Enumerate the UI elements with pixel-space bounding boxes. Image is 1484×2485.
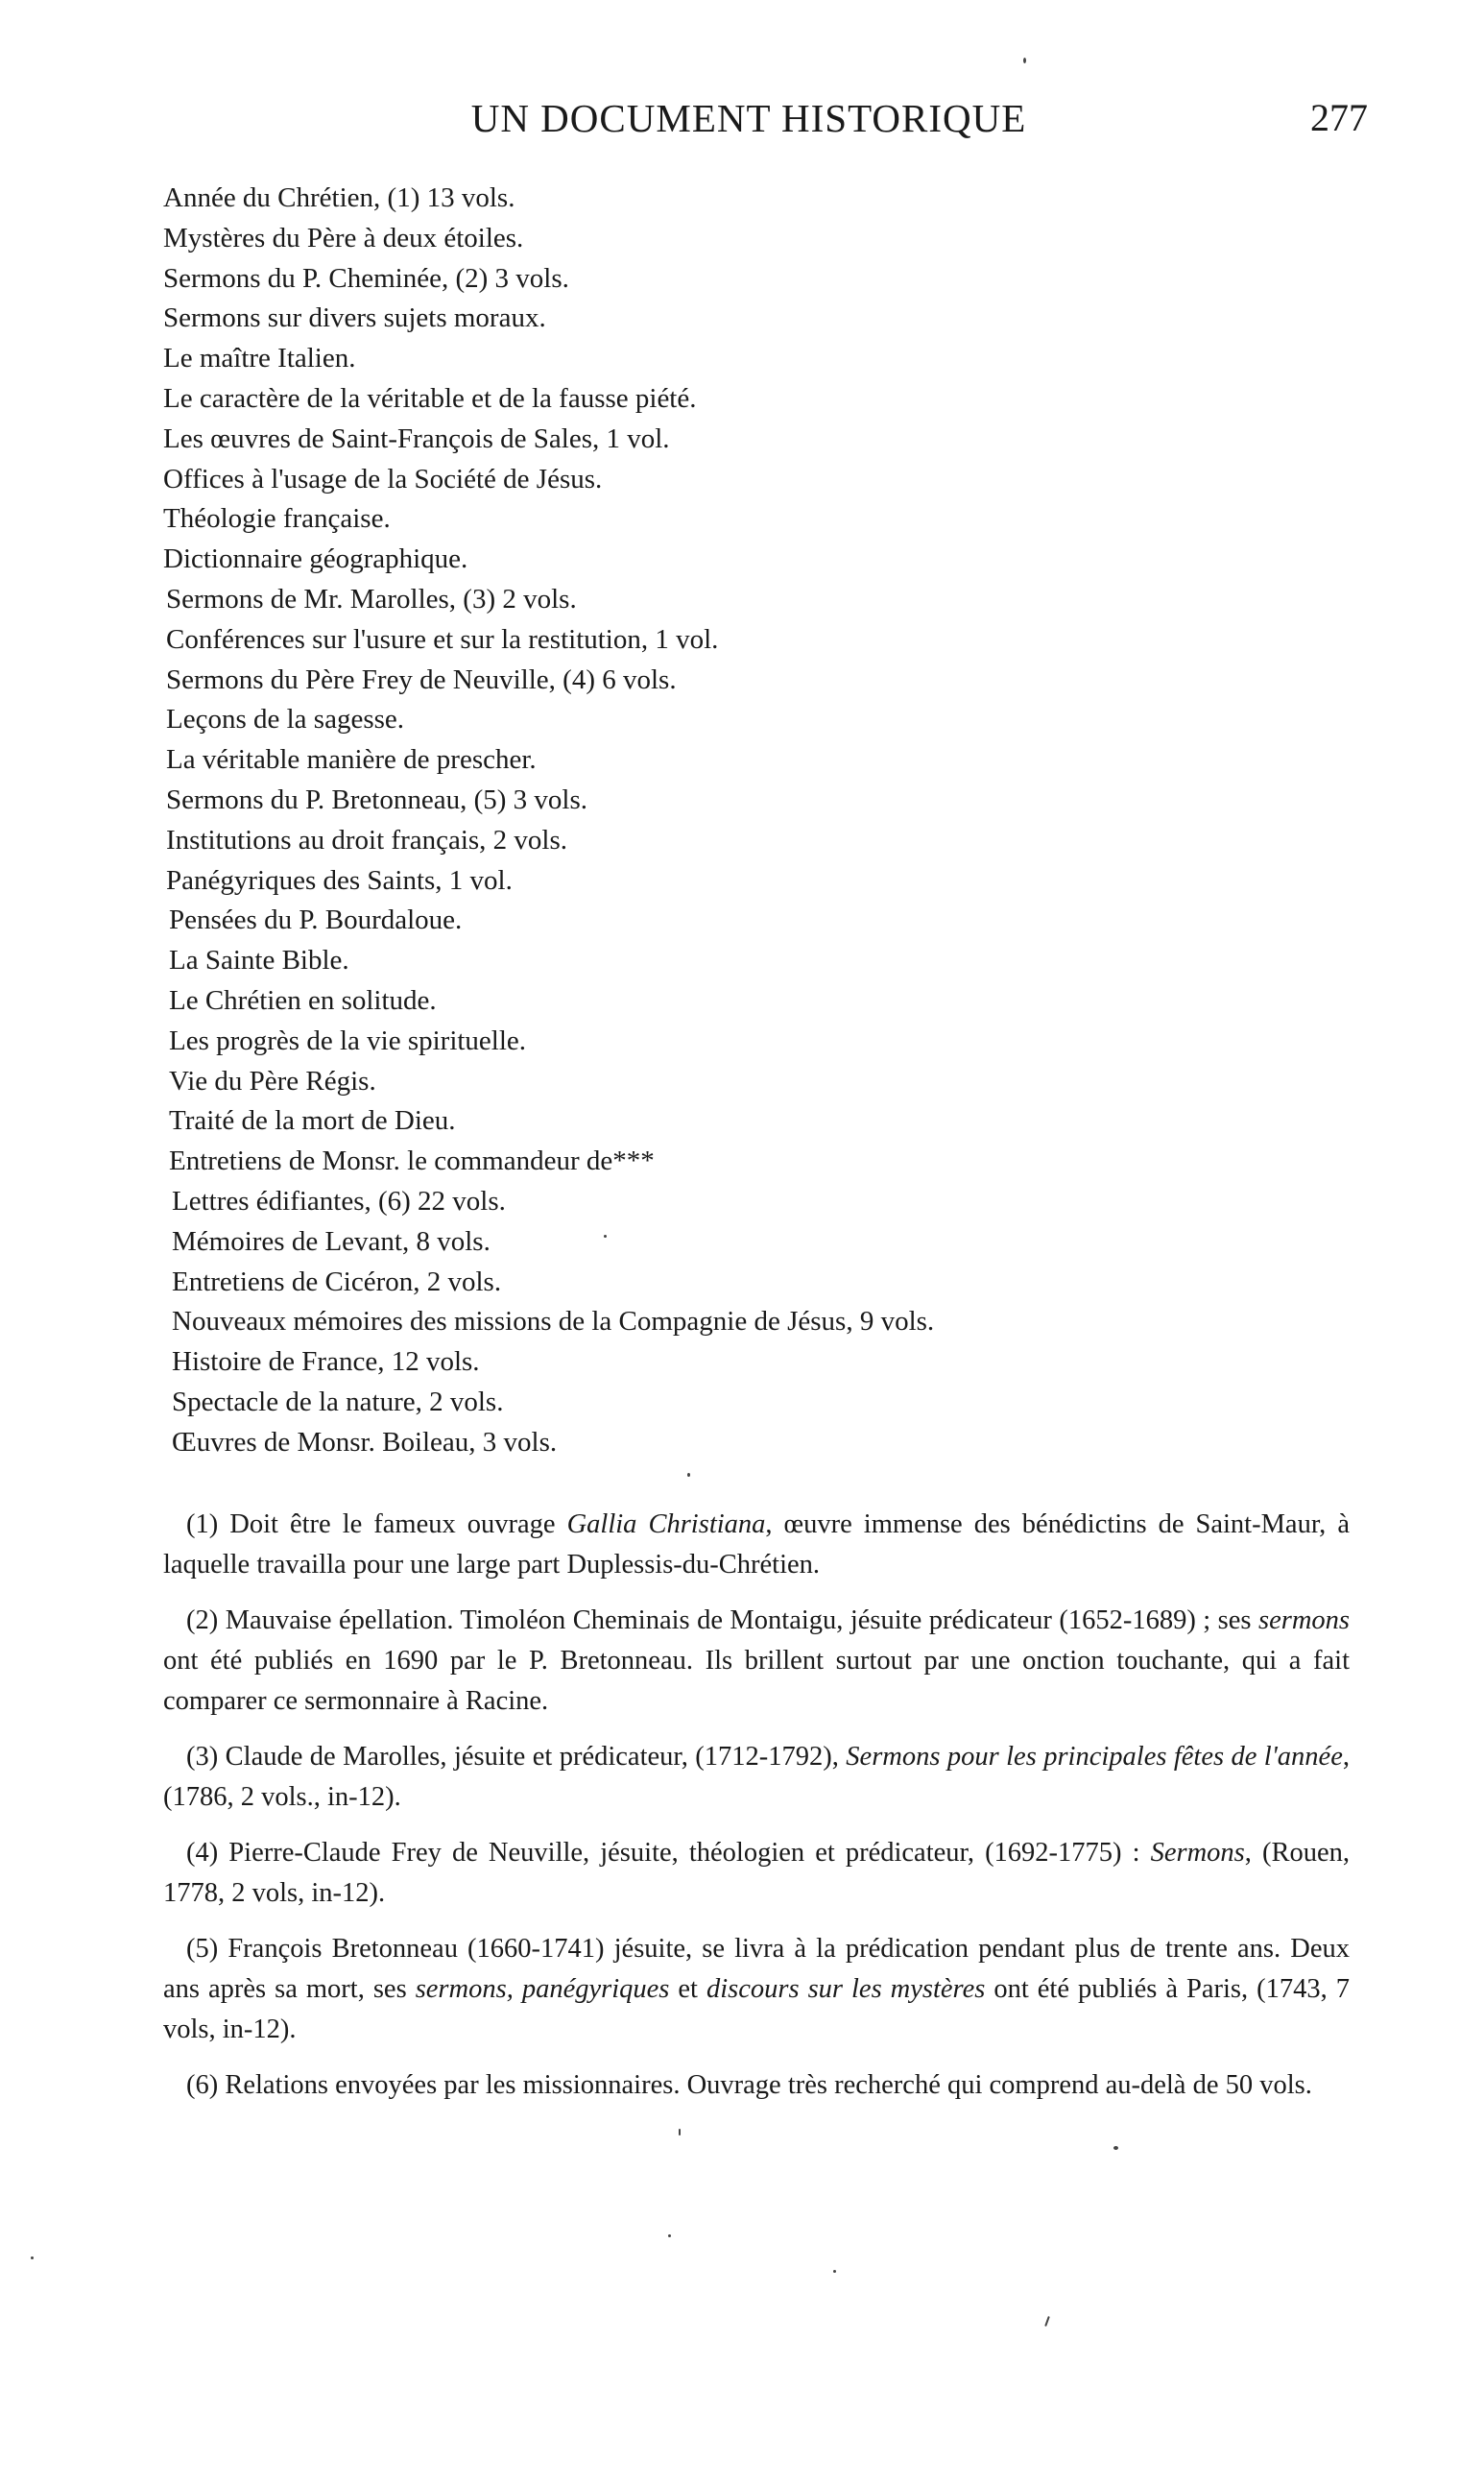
book-entry: Le maître Italien. — [163, 343, 356, 374]
book-entry: Vie du Père Régis. — [169, 1065, 376, 1097]
footnote-text: , (1786, 2 vols., in-12). — [163, 1742, 1350, 1812]
book-entry: Nouveaux mémoires des missions de la Compagnie de Jésus, 9 vols. — [172, 1306, 935, 1338]
scan-speck — [687, 1473, 690, 1477]
footnote-text: (1) Doit être le fameux ouvrage — [186, 1509, 567, 1539]
book-entry: Les progrès de la vie spirituelle. — [169, 1025, 527, 1056]
footnote-italic: sermons, panégyriques — [415, 1974, 670, 2004]
footnote-text: , œuvre immense des bénédictins de Saint-Maur, à laquelle travailla pour une large part Duplessis-du-Chrétien. — [163, 1509, 1350, 1580]
footnote-1 — [163, 1505, 1350, 1585]
book-entry: Sermons du P. Bretonneau, (5) 3 vols. — [166, 784, 587, 815]
book-entry: Dictionnaire géographique. — [163, 543, 468, 575]
footnote-text: ont été publiés à Paris, (1743, 7 vols, in-12). — [163, 1974, 1350, 2044]
scan-speck — [679, 2129, 681, 2135]
book-entry: Spectacle de la nature, 2 vols. — [172, 1386, 504, 1417]
book-list — [163, 179, 1315, 1463]
book-entry: Les œuvres de Saint-François de Sales, 1 vol. — [163, 422, 670, 454]
page-number: 277 — [1310, 96, 1368, 139]
book-entry: Histoire de France, 12 vols. — [172, 1346, 480, 1378]
scan-speck — [31, 2256, 34, 2259]
book-entry: Sermons du P. Cheminée, (2) 3 vols. — [163, 262, 569, 294]
footnote-text: ont été publiés en 1690 par le P. Bretonneau. Ils brillent surtout par une onction touchante, qui a fait comparer ce sermonnaire à Racine. — [163, 1646, 1350, 1716]
book-entry: La Sainte Bible. — [169, 945, 349, 977]
book-entry: Le Chrétien en solitude. — [169, 984, 437, 1016]
footnote-text: (3) Claude de Marolles, jésuite et prédicateur, (1712-1792), — [186, 1742, 847, 1772]
footnote-3 — [163, 1737, 1350, 1818]
footnote-5 — [163, 1929, 1350, 2050]
book-entry: Entretiens de Monsr. le commandeur de*** — [169, 1146, 655, 1177]
footnote-italic: Sermons — [1150, 1838, 1245, 1868]
footnotes — [163, 1505, 1350, 2121]
footnote-text: et — [669, 1974, 706, 2004]
book-entry: Institutions au droit français, 2 vols. — [166, 824, 568, 856]
book-entry: Offices à l'usage de la Société de Jésus. — [163, 463, 603, 495]
scan-speck — [1023, 58, 1026, 63]
footnote-text: (5) François Bretonneau (1660-1741) jésuite, se livra à la prédication pendant plus de trente ans. Deux ans après sa mort, ses — [163, 1934, 1350, 2004]
book-entry: Œuvres de Monsr. Boileau, 3 vols. — [172, 1426, 558, 1458]
book-entry: La véritable manière de prescher. — [166, 744, 537, 776]
book-entry: Conférences sur l'usure et sur la restitution, 1 vol. — [166, 623, 719, 655]
footnote-text: , (Rouen, 1778, 2 vols, in-12). — [163, 1838, 1350, 1908]
footnote-text: (4) Pierre-Claude Frey de Neuville, jésuite, théologien et prédicateur, (1692-1775) : — [186, 1838, 1151, 1868]
scan-speck — [1044, 2316, 1050, 2327]
footnote-italic: sermons — [1257, 1605, 1350, 1635]
book-entry: Entretiens de Cicéron, 2 vols. — [172, 1266, 502, 1297]
book-entry: Traité de la mort de Dieu. — [169, 1105, 456, 1137]
running-title: UN DOCUMENT HISTORIQUE — [470, 96, 1027, 140]
book-entry: Mystères du Père à deux étoiles. — [163, 222, 524, 253]
book-entry: Panégyriques des Saints, 1 vol. — [166, 864, 513, 896]
book-entry: Le caractère de la véritable et de la fausse piété. — [163, 382, 697, 414]
footnote-4 — [163, 1833, 1350, 1914]
scan-speck — [833, 2270, 836, 2273]
footnote-6 — [163, 2065, 1350, 2106]
book-entry: Pensées du P. Bourdaloue. — [169, 905, 463, 936]
footnote-text: (2) Mauvaise épellation. Timoléon Cheminais de Montaigu, jésuite prédicateur (1652-1689) ; ses — [186, 1605, 1258, 1635]
book-entry: Mémoires de Levant, 8 vols. — [172, 1225, 491, 1257]
footnote-italic: Gallia Christiana — [566, 1509, 766, 1539]
book-entry: Lettres édifiantes, (6) 22 vols. — [172, 1185, 506, 1217]
scan-speck — [1113, 2146, 1118, 2150]
book-entry: Sermons de Mr. Marolles, (3) 2 vols. — [166, 583, 577, 615]
book-entry: Année du Chrétien, (1) 13 vols. — [163, 182, 515, 213]
book-entry: Sermons du Père Frey de Neuville, (4) 6 vols. — [166, 663, 677, 695]
footnote-text: (6) Relations envoyées par les missionnaires. Ouvrage très recherché qui comprend au-delà de 50 vols. — [186, 2070, 1312, 2100]
book-entry: Sermons sur divers sujets moraux. — [163, 302, 546, 334]
book-entry: Théologie française. — [163, 503, 391, 535]
footnote-2 — [163, 1601, 1350, 1722]
scan-speck — [668, 2234, 671, 2237]
footnote-italic: discours sur les mystères — [706, 1974, 986, 2004]
footnote-italic: Sermons pour les principales fêtes de l'année — [846, 1742, 1343, 1772]
scan-speck — [604, 1235, 607, 1238]
running-head — [163, 88, 1368, 146]
book-entry: Leçons de la sagesse. — [166, 704, 405, 736]
